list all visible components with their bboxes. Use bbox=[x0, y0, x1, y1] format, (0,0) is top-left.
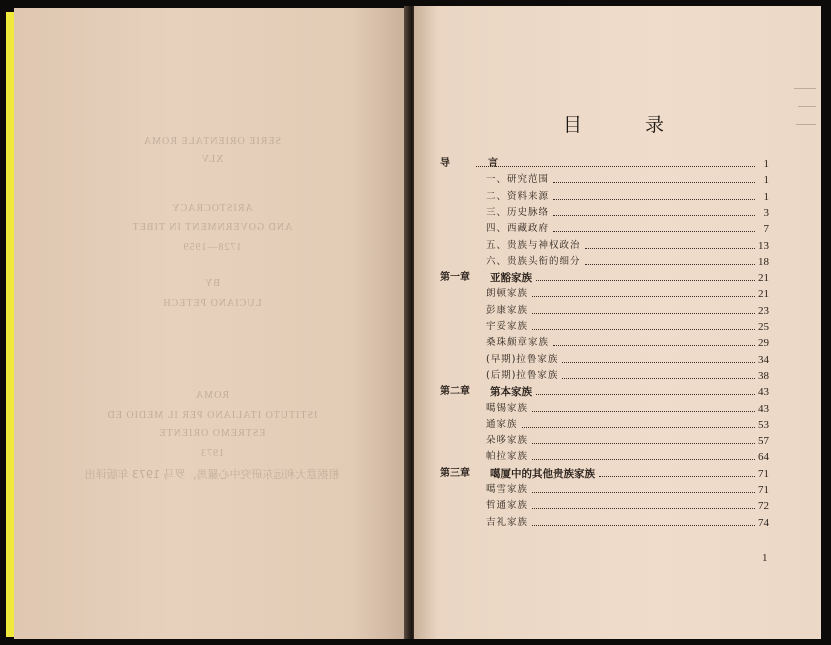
toc-chapter-label: 第三章 bbox=[440, 467, 470, 479]
toc-entry-label: 宇妥家族 bbox=[486, 321, 529, 332]
toc-page-number: 23 bbox=[758, 304, 769, 317]
toc-page-number: 13 bbox=[758, 239, 769, 252]
toc-page-number: 34 bbox=[758, 353, 769, 366]
toc-entry-label: 亚豁家族 bbox=[490, 272, 532, 285]
toc-entry bbox=[414, 303, 821, 319]
toc-entry-label: 朗顿家族 bbox=[486, 288, 529, 300]
toc-page-number: 1 bbox=[763, 174, 769, 187]
toc-leader-dots bbox=[532, 329, 755, 330]
toc-entry bbox=[414, 498, 821, 514]
toc-entry-label: (后期)拉鲁家族 bbox=[486, 369, 559, 381]
toc-entry bbox=[414, 335, 821, 351]
toc-entry-label: 五、贵族与神权政治 bbox=[486, 239, 581, 251]
toc-entry bbox=[414, 482, 821, 498]
toc-leader-dots bbox=[532, 411, 755, 412]
toc-entry-label: 彭康家族 bbox=[486, 304, 529, 316]
showthrough-years: 1728—1959 bbox=[182, 242, 242, 253]
toc-entry-label: 通家族 bbox=[486, 418, 518, 430]
toc-chapter-label: 第二章 bbox=[440, 386, 470, 398]
toc-entry bbox=[414, 368, 821, 384]
toc-page-number: 53 bbox=[758, 418, 769, 431]
left-page bbox=[14, 8, 410, 639]
toc-entry bbox=[414, 319, 821, 335]
toc-entry bbox=[414, 515, 821, 531]
toc-leader-dots bbox=[585, 248, 755, 249]
showthrough-author: LUCIANO PETECH bbox=[162, 298, 262, 309]
toc-page-number: 71 bbox=[758, 467, 769, 480]
toc-entry bbox=[414, 205, 821, 221]
toc-leader-dots bbox=[553, 215, 755, 216]
toc-page-number: 1 bbox=[763, 190, 769, 203]
toc-entry-label: 二、资料来源 bbox=[486, 190, 550, 202]
showthrough-title-1: ARISTOCRACY bbox=[171, 203, 253, 214]
toc-leader-dots bbox=[532, 296, 755, 297]
toc-page-number: 18 bbox=[758, 255, 769, 268]
showthrough-by: BY bbox=[204, 278, 220, 289]
toc-leader-dots bbox=[553, 345, 755, 346]
toc-page-number: 21 bbox=[758, 272, 769, 285]
toc-page-number: 43 bbox=[758, 386, 769, 399]
toc-entry bbox=[414, 433, 821, 449]
toc-entry-label: 吉礼家族 bbox=[486, 516, 529, 528]
toc-entry bbox=[414, 221, 821, 237]
toc-page-number: 71 bbox=[758, 484, 769, 496]
toc-leader-dots bbox=[532, 492, 755, 493]
toc-entry-label: 噶厦中的其他贵族家族 bbox=[490, 467, 595, 480]
toc-page-number: 29 bbox=[758, 337, 769, 350]
toc-page-number: 7 bbox=[763, 223, 769, 236]
showthrough-city: ROMA bbox=[195, 390, 230, 401]
toc-leader-dots bbox=[562, 378, 755, 379]
right-page bbox=[414, 6, 821, 639]
toc-entry bbox=[414, 417, 821, 433]
toc-entry-label: 噶锡家族 bbox=[486, 402, 529, 414]
toc-entry-label: 三、历史脉络 bbox=[486, 206, 550, 218]
toc-leader-dots bbox=[522, 427, 755, 428]
toc-entry bbox=[414, 238, 821, 254]
toc-entry-label: 第本家族 bbox=[490, 386, 532, 399]
toc-entry bbox=[414, 189, 821, 205]
toc-page-number: 3 bbox=[763, 206, 769, 219]
toc-entry bbox=[414, 449, 821, 465]
showthrough-year: 1973 bbox=[200, 448, 224, 459]
toc-entry bbox=[414, 384, 821, 400]
toc-list bbox=[414, 6, 821, 639]
toc-page-number: 57 bbox=[758, 435, 769, 448]
toc-page-number: 25 bbox=[758, 321, 769, 333]
toc-leader-dots bbox=[553, 199, 755, 200]
toc-leader-dots bbox=[553, 231, 755, 232]
toc-leader-dots bbox=[585, 264, 755, 265]
toc-leader-dots bbox=[532, 459, 755, 460]
toc-page-number: 38 bbox=[758, 369, 769, 382]
toc-entry bbox=[414, 352, 821, 368]
toc-page-number: 43 bbox=[758, 402, 769, 415]
toc-page-number: 72 bbox=[758, 500, 769, 513]
toc-entry bbox=[414, 270, 821, 286]
page-number: 1 bbox=[762, 552, 768, 564]
toc-entry bbox=[414, 172, 821, 188]
showthrough-translation-note: 根据意大利远东研究中心羅馬，罗马 1973 年版译出 bbox=[84, 468, 340, 481]
toc-page-number: 21 bbox=[758, 288, 769, 301]
toc-entry-label: (早期)拉鲁家族 bbox=[486, 353, 559, 365]
toc-entry bbox=[414, 401, 821, 417]
toc-entry bbox=[414, 254, 821, 270]
toc-leader-dots bbox=[532, 525, 755, 526]
toc-leader-dots bbox=[476, 166, 755, 167]
toc-chapter-label: 第一章 bbox=[440, 272, 470, 284]
showthrough-title-2: AND GOVERNMENT IN TIBET bbox=[131, 222, 293, 233]
toc-entry bbox=[414, 286, 821, 302]
toc-chapter-label: 导 言 bbox=[440, 158, 512, 169]
toc-entry-label: 朵哆家族 bbox=[486, 435, 529, 447]
toc-title: 目 录 bbox=[562, 114, 686, 136]
toc-leader-dots bbox=[532, 443, 755, 444]
toc-leader-dots bbox=[532, 508, 755, 509]
toc-page-number: 64 bbox=[758, 451, 769, 464]
toc-leader-dots bbox=[532, 313, 755, 314]
toc-leader-dots bbox=[536, 280, 755, 281]
toc-entry bbox=[414, 466, 821, 482]
showthrough-volume: XLV bbox=[200, 154, 224, 165]
toc-entry bbox=[414, 156, 821, 172]
toc-page-number: 1 bbox=[763, 158, 769, 170]
showthrough-publisher-1: ISTITUTO ITALIANO PER IL MEDIO ED bbox=[106, 410, 318, 421]
showthrough-publisher-2: ESTREMO ORIENTE bbox=[158, 428, 266, 439]
toc-entry-label: 帕拉家族 bbox=[486, 451, 529, 463]
toc-entry-label: 六、贵族头衔的细分 bbox=[486, 255, 581, 267]
toc-page-number: 74 bbox=[758, 516, 769, 529]
toc-leader-dots bbox=[536, 394, 755, 395]
toc-leader-dots bbox=[553, 182, 755, 183]
toc-entry-label: 哲通家族 bbox=[486, 500, 529, 512]
toc-leader-dots bbox=[562, 362, 755, 363]
toc-entry-label: 噶雪家族 bbox=[486, 484, 529, 495]
showthrough-series: SERIE ORIENTALE ROMA bbox=[142, 136, 282, 147]
toc-leader-dots bbox=[599, 476, 755, 477]
toc-entry-label: 一、研究范围 bbox=[486, 174, 550, 186]
toc-entry-label: 四、西藏政府 bbox=[486, 223, 550, 235]
toc-entry-label: 桑珠颇章家族 bbox=[486, 337, 550, 349]
